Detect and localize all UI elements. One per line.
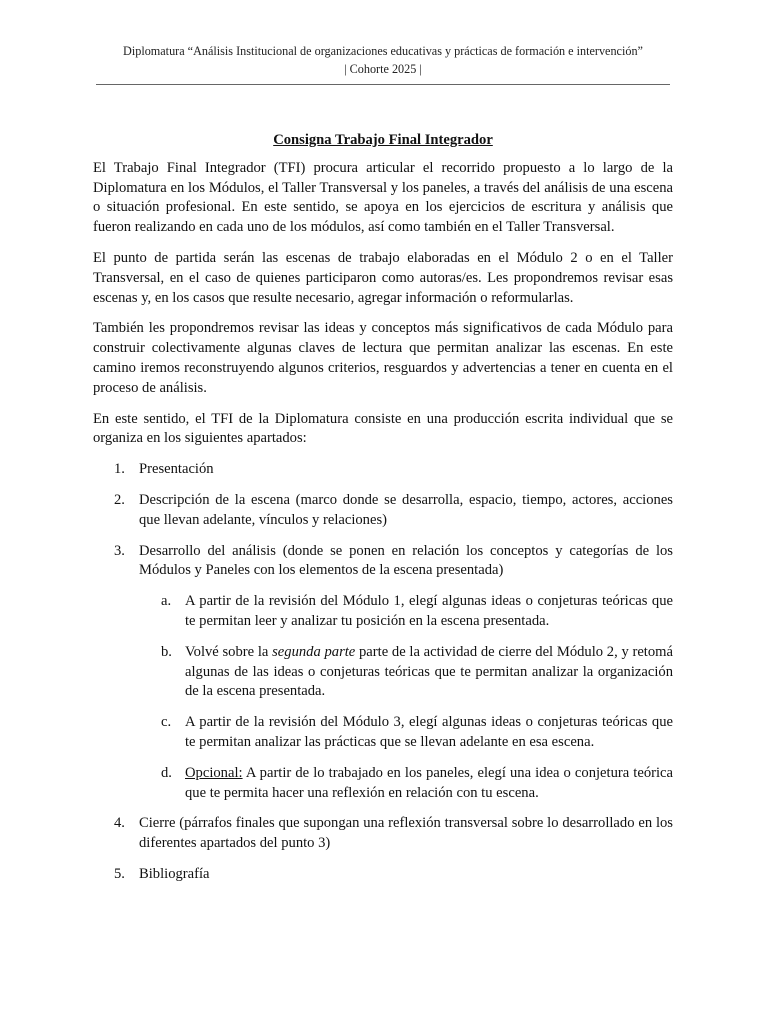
sublist-letter: b. [161,643,172,660]
document-title: Consigna Trabajo Final Integrador [273,132,493,148]
list-item [93,814,673,854]
optional-label: Opcional: [185,764,243,781]
sublist-item-text: A partir de la revisión del Módulo 3, elegí algunas ideas o conjeturas teóricas que te permitan analizar las prácticas que se llevan adelante en esa escena. [185,714,673,750]
paragraph-3: También les propondremos revisar las ideas y conceptos más significativos de cada Módulo para construir colectivamente algunas claves de lectura que permitan analizar las escenas. En este camino iremos reconstruyendo algunos criterios, resguardos y advertencias a tener en cuenta en el proceso de análisis. [93,320,673,396]
list-item [93,491,673,531]
page-header [96,42,670,78]
sublist-item [139,643,673,702]
paragraph-1: El Trabajo Final Integrador (TFI) procura articular el recorrido propuesto a lo largo de la Diplomatura en los Módulos, el Taller Transversal y los paneles, a través del análisis de una escena o situación profesional. En este sentido, se apoya en los ejercicios de escritura y análisis que fueron realizando en cada uno de los módulos, así como también en el Taller Transversal. [93,159,673,236]
sublist-item-text-before: Volvé sobre la [185,643,273,660]
sublist-item [139,713,673,753]
list-item-text: Desarrollo del análisis (donde se ponen en relación los conceptos y categorías de los Módulos y Paneles con los elementos de la escena presentada) [139,542,673,579]
list-item [93,542,673,804]
document-body [93,131,673,896]
list-item-text: Descripción de la escena (marco donde se desarrolla, espacio, tiempo, actores, acciones que llevan adelante, vínculos y relaciones) [139,491,673,528]
sublist-item-text: A partir de la revisión del Módulo 1, elegí algunas ideas o conjeturas teóricas que te permitan leer y analizar tu posición en la escena presentada. [185,593,673,629]
list-number: 2. [114,491,125,508]
paragraph-4: En este sentido, el TFI de la Diplomatura consiste en una producción escrita individual que se organiza en los siguientes apartados: [93,410,673,447]
sublist-item-text-after: parte de la actividad de cierre del Módulo 2, y retomá algunas de las ideas o conjeturas teóricas que te permitan analizar la organización de la escena presentada. [185,643,673,700]
sublist-item [139,592,673,632]
paragraph-2: El punto de partida serán las escenas de trabajo elaboradas en el Módulo 2 o en el Taller Transversal, en el caso de quienes participaron como autoras/es. Les propondremos revisar esas escenas y, en los casos que resulte necesario, agregar información o reformularlas. [93,249,673,306]
header-line-1: Diplomatura “Análisis Institucional de organizaciones educativas y prácticas de formación e intervención” [123,44,643,58]
list-number: 4. [114,815,125,832]
sublist-letter: d. [161,764,172,781]
sections-list [93,460,673,885]
sublist-item [139,764,673,804]
sublist-item-emphasis: segunda parte [272,643,356,660]
header-line-2: | Cohorte 2025 | [344,62,422,76]
header-divider [96,84,670,85]
list-item-text: Cierre (párrafos finales que supongan una reflexión transversal sobre lo desarrollado en los diferentes apartados del punto 3) [139,815,673,852]
list-item-text: Presentación [139,461,214,478]
list-item-text: Bibliografía [139,865,210,882]
list-item [93,865,673,885]
list-number: 5. [114,865,125,882]
list-item [93,460,673,480]
analysis-sublist [139,592,673,803]
sublist-letter: a. [161,593,172,610]
sublist-item-text: A partir de lo trabajado en los paneles, elegí una idea o conjetura teórica que te permita hacer una reflexión en relación con tu escena. [185,764,673,801]
list-number: 1. [114,461,125,478]
list-number: 3. [114,542,125,559]
sublist-letter: c. [161,714,172,731]
